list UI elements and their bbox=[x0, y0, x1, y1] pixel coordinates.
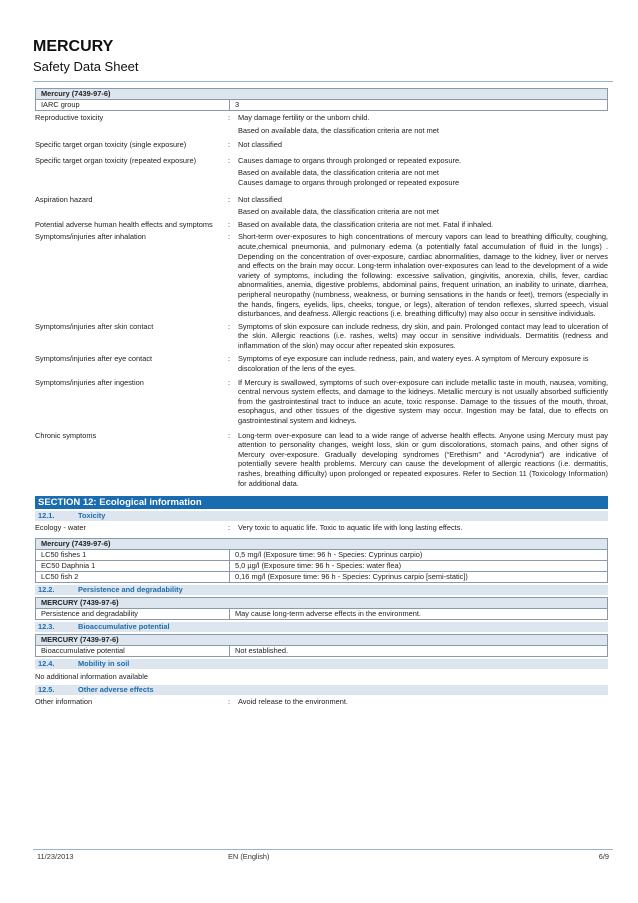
subsection-12-3 bbox=[35, 622, 608, 632]
toxicology-row bbox=[35, 378, 608, 429]
toxicology-rows bbox=[35, 113, 608, 491]
row-paragraph: Based on available data, the classification criteria are not met bbox=[238, 125, 439, 135]
table-header: MERCURY (7439-97-6) bbox=[36, 597, 608, 608]
table-cell-label: LC50 fishes 1 bbox=[36, 549, 230, 560]
table-header: Mercury (7439-97-6) bbox=[36, 89, 608, 100]
row-label: Ecology - water bbox=[35, 523, 86, 533]
table-row bbox=[36, 571, 608, 582]
subsection-title: Other adverse effects bbox=[78, 685, 154, 695]
row-paragraph: Not classified bbox=[238, 140, 282, 150]
row-label: Other information bbox=[35, 697, 93, 707]
row-value bbox=[238, 140, 608, 153]
table-header: MERCURY (7439-97-6) bbox=[36, 634, 608, 645]
toxicology-row bbox=[35, 113, 608, 138]
row-paragraph: May damage fertility or the unborn child. bbox=[238, 113, 370, 122]
table-cell-value: 5,0 µg/l (Exposure time: 96 h - Species: water flea) bbox=[230, 560, 608, 571]
table-cell-value: 3 bbox=[230, 100, 608, 111]
row-paragraph: Short-term over-exposures to high concentrations of mercury vapors can lead to breathing difficulty, coughing, acute,chemical pneumonia, and pulmonary edema (a potentially fatal accumulation of fluid in the lungs) . Depending on the concentration of over-exposure, cardiac abnormalities, damage to the kidney, liver or nerves and effects on the brain may occur. Long-term inhalation over-exposures can lead to the development of a wide variety of symptoms, including the following: excessive salivation, gingivitis, anorexia, chills, fever, cardiac abnormalities, anemia, digestive problems, abdominal pains, frequent urination, an inability to urinate, diarrhea, peripheral neuropathy (numbness, weakness, or burning sensations in the hands or feet), tremors (especially in the hands, fingers, eyelids, lips, cheeks, tongue, or legs), alteration of tendon reflexes, slurred speech, visual disturbances, and deafness. Allergic reactions (i.e. breathing difficulty) may also occur in sensitive individuals. bbox=[238, 232, 608, 319]
subsection-title: Persistence and degradability bbox=[78, 584, 183, 594]
subsection-title: Toxicity bbox=[78, 511, 106, 521]
row-value bbox=[238, 431, 608, 492]
colon: : bbox=[228, 232, 231, 242]
colon: : bbox=[228, 697, 231, 707]
table-cell-label: LC50 fish 2 bbox=[36, 571, 230, 582]
row-label: Reproductive toxicity bbox=[35, 113, 104, 122]
toxicology-row bbox=[35, 156, 608, 191]
table-cell-label: Persistence and degradability bbox=[36, 608, 230, 619]
row-paragraph: Not classified bbox=[238, 194, 282, 204]
row-value bbox=[238, 322, 608, 354]
document-subtitle: Safety Data Sheet bbox=[33, 59, 139, 74]
footer-page-number: 6/9 bbox=[598, 852, 609, 861]
table-cell-value: 0,16 mg/l (Exposure time: 96 h - Species: Cyprinus carpio [semi-static]) bbox=[230, 571, 608, 582]
subsection-number: 12.1. bbox=[38, 511, 55, 521]
colon: : bbox=[228, 194, 231, 204]
table-cell-label: IARC group bbox=[36, 100, 230, 111]
table-header: Mercury (7439-97-6) bbox=[36, 538, 608, 549]
footer-divider bbox=[33, 849, 613, 850]
row-label: Specific target organ toxicity (repeated exposure) bbox=[35, 155, 197, 165]
row-label: Aspiration hazard bbox=[35, 194, 93, 204]
row-value bbox=[238, 195, 608, 220]
row-paragraph: If Mercury is swallowed, symptoms of such over-exposure can include metallic taste in mouth, nausea, vomiting, central nervous system effects, and damage to the kidneys. Metallic mercury is not usually absorbed sufficiently from the gastrointestinal tract to induce an acute, toxic response. Damage to the tissues of the mouth, throat, esophagus, and other tissues of the digestive system may occur. Ingestion may be fatal, due to effects on gastrointestinal system and kidneys. bbox=[238, 377, 608, 426]
table-row bbox=[36, 549, 608, 560]
table-cell-value: 0,5 mg/l (Exposure time: 96 h - Species: Cyprinus carpio) bbox=[230, 549, 608, 560]
subsection-number: 12.5. bbox=[38, 685, 55, 695]
row-label: Symptoms/injuries after eye contact bbox=[35, 354, 153, 364]
colon: : bbox=[228, 377, 231, 387]
row-label: Symptoms/injuries after ingestion bbox=[35, 377, 144, 387]
iarc-table bbox=[35, 88, 608, 111]
bioaccumulative-table bbox=[35, 634, 608, 657]
table-row bbox=[36, 608, 608, 619]
persistence-table bbox=[35, 597, 608, 620]
row-paragraph: Symptoms of skin exposure can include redness, dry skin, and pain. Prolonged contact may lead to ulceration of the skin. Allergic reactions (i.e. rashes, welts) may occur in sensitive individuals. Dermatitis (redness and inflammation of the skin) may occur after repeated skin exposures. bbox=[238, 321, 608, 350]
row-label: Potential adverse human health effects and symptoms bbox=[35, 219, 213, 229]
colon: : bbox=[228, 354, 231, 364]
row-value bbox=[238, 378, 608, 429]
subsection-number: 12.3. bbox=[38, 621, 55, 631]
row-paragraph: Symptoms of eye exposure can include redness, pain, and watery eyes. A symptom of Mercury exposure is discoloration of the lens of the eyes. bbox=[238, 354, 589, 374]
colon: : bbox=[228, 523, 231, 533]
row-paragraph: Causes damage to organs through prolonged or repeated exposure. bbox=[238, 155, 462, 165]
mobility-text: No additional information available bbox=[35, 671, 148, 681]
row-paragraph: Long-term over-exposure can lead to a wide range of adverse health effects. Anyone using Mercury must pay attention to personality changes, weight loss, skin or gum discolorations, stomach pains, and other signs of Mercury over-exposure. Gradually developing syndromes (“Erethism” and “Acrodynia”) are indicative of potentially severe health problems. Mercury can cause the development of allergic reactions (i.e. dermatitis, rashes, breathing difficulty) upon prolonged or repeated exposures. Refer to Section 11 (Toxicology Information) for additional data. bbox=[238, 430, 608, 488]
subsection-12-2 bbox=[35, 585, 608, 595]
section-12-header: SECTION 12: Ecological information bbox=[35, 496, 608, 509]
subsection-number: 12.4. bbox=[38, 658, 55, 668]
table-row bbox=[36, 100, 608, 111]
toxicology-row bbox=[35, 140, 608, 153]
toxicity-table bbox=[35, 538, 608, 583]
colon: : bbox=[228, 430, 231, 440]
row-label: Chronic symptoms bbox=[35, 430, 97, 440]
colon: : bbox=[228, 219, 231, 229]
footer-language: EN (English) bbox=[228, 852, 270, 861]
subsection-12-5 bbox=[35, 685, 608, 695]
row-value bbox=[238, 232, 608, 321]
footer-date: 11/23/2013 bbox=[37, 852, 74, 861]
subsection-number: 12.2. bbox=[38, 584, 55, 594]
other-information-row bbox=[35, 697, 608, 707]
row-paragraph: Based on available data, the classification criteria are not met bbox=[238, 207, 439, 217]
subsection-title: Mobility in soil bbox=[78, 658, 130, 668]
subsection-title: Bioaccumulative potential bbox=[78, 621, 170, 631]
document-title: MERCURY bbox=[33, 38, 114, 55]
header-divider bbox=[33, 81, 613, 82]
toxicology-row bbox=[35, 354, 608, 376]
colon: : bbox=[228, 155, 231, 165]
row-value: Avoid release to the environment. bbox=[238, 697, 348, 707]
table-cell-label: Bioaccumulative potential bbox=[36, 645, 230, 656]
table-cell-label: EC50 Daphnia 1 bbox=[36, 560, 230, 571]
toxicology-row bbox=[35, 322, 608, 354]
table-row bbox=[36, 645, 608, 656]
toxicology-row bbox=[35, 220, 608, 233]
toxicology-row bbox=[35, 195, 608, 220]
table-cell-value: May cause long-term adverse effects in the environment. bbox=[230, 608, 608, 619]
table-row bbox=[36, 560, 608, 571]
row-paragraph: Based on available data, the classification criteria are not met. Fatal if inhaled. bbox=[238, 219, 494, 229]
row-label: Symptoms/injuries after inhalation bbox=[35, 232, 146, 242]
row-label: Specific target organ toxicity (single exposure) bbox=[35, 140, 187, 150]
ecology-water-row bbox=[35, 523, 608, 533]
toxicology-row bbox=[35, 232, 608, 321]
colon: : bbox=[228, 321, 231, 331]
row-label: Symptoms/injuries after skin contact bbox=[35, 321, 154, 331]
table-cell-value: Not established. bbox=[230, 645, 608, 656]
toxicology-row bbox=[35, 431, 608, 492]
row-value: Very toxic to aquatic life. Toxic to aquatic life with long lasting effects. bbox=[238, 523, 463, 533]
subsection-12-4 bbox=[35, 659, 608, 669]
subsection-12-1 bbox=[35, 511, 608, 521]
row-value bbox=[238, 354, 608, 376]
colon: : bbox=[228, 140, 231, 150]
colon: : bbox=[228, 113, 231, 122]
page-content bbox=[35, 88, 608, 707]
row-value bbox=[238, 220, 608, 233]
row-value bbox=[238, 113, 608, 138]
row-paragraph: Based on available data, the classification criteria are not met Causes damage to organs through prolonged or repeated exposure bbox=[238, 168, 460, 187]
row-value bbox=[238, 156, 608, 191]
